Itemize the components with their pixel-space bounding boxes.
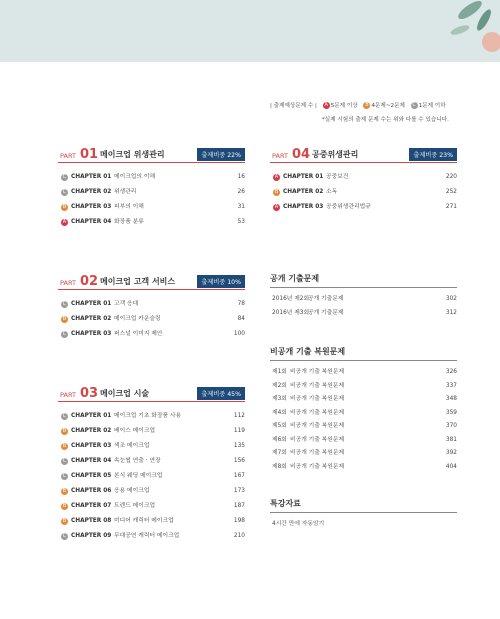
page-number: 348 (445, 396, 457, 402)
chapter-number: CHAPTER 08 (71, 518, 112, 524)
chapter-row (270, 200, 457, 215)
chapter-row (58, 200, 245, 215)
chapter-row (58, 215, 245, 230)
chapter-number: CHAPTER 04 (71, 219, 112, 225)
difficulty-badge: C (62, 413, 67, 419)
chapter-row (58, 514, 245, 529)
exam-round: 제8회 (272, 463, 287, 470)
exam-title: 비공개 기출 복원문제 (290, 369, 345, 375)
exam-round: 제5회 (272, 423, 287, 429)
exam-round: 2016년 제2회 (272, 296, 310, 302)
difficulty-badge: B (62, 518, 67, 524)
page-number: 392 (445, 450, 457, 456)
top-band (0, 0, 500, 62)
chapter-title: 메이크업 카운슬링 (114, 316, 161, 322)
special-section (270, 498, 457, 532)
part-title: 공중위생관리 (312, 150, 359, 159)
page-number: 156 (233, 458, 245, 464)
section-title: 비공개 기출 복원문제 (270, 346, 457, 361)
chapter-number: CHAPTER 05 (71, 473, 112, 479)
section-title: 공개 기출문제 (270, 273, 457, 288)
chapter-list (58, 409, 245, 544)
chapter-number: CHAPTER 01 (283, 174, 324, 180)
page-number: 173 (233, 488, 245, 494)
exam-round: 제1회 (272, 369, 287, 375)
chapter-row (58, 327, 245, 342)
exam-title: 비공개 기출 복원문제 (290, 396, 345, 402)
part-header (58, 275, 245, 290)
page-number: 370 (445, 423, 457, 429)
legend-badge-c: C (412, 102, 416, 108)
part-04-section (270, 148, 457, 215)
exam-round: 제4회 (272, 409, 287, 416)
page-number: 326 (445, 369, 457, 375)
part-03-section (58, 387, 245, 544)
exam-list (270, 366, 457, 474)
exam-round: 2016년 제3회 (272, 309, 310, 316)
exam-list (270, 293, 457, 320)
legend-label: | 출제예상문제 수 | (270, 103, 317, 109)
chapter-number: CHAPTER 02 (71, 428, 112, 434)
chapter-title: 고객 응대 (114, 301, 139, 307)
public-exams-section (270, 273, 457, 320)
chapter-title: 미디어 캐릭터 메이크업 (114, 518, 174, 524)
chapter-number: CHAPTER 03 (71, 443, 112, 449)
difficulty-badge: B (62, 443, 67, 449)
difficulty-badge: A (274, 174, 279, 180)
exam-title: 공개 기출문제 (308, 309, 344, 316)
page-number: 78 (237, 301, 245, 307)
exam-round: 제2회 (272, 382, 287, 389)
chapter-number: CHAPTER 01 (71, 174, 112, 180)
exam-title: 공개 기출문제 (308, 296, 344, 302)
chapter-row (58, 469, 245, 484)
difficulty-badge: A (274, 204, 279, 210)
chapter-title: 속눈썹 연출 · 연장 (114, 458, 161, 464)
exam-round: 제6회 (272, 436, 287, 443)
page-number: 84 (237, 316, 245, 322)
page-number: 252 (445, 189, 457, 195)
part-header (270, 148, 457, 163)
chapter-row (58, 312, 245, 327)
chapter-title: 공중위생관리법규 (326, 204, 371, 210)
chapter-title: 무대공연 캐릭터 메이크업 (114, 533, 180, 539)
exam-row (270, 393, 457, 407)
chapter-title: 응용 메이크업 (114, 488, 150, 494)
leaf-decoration-icon (440, 0, 500, 62)
chapter-title: 색조 메이크업 (114, 443, 150, 449)
part-title: 메이크업 위생관리 (100, 150, 165, 159)
difficulty-badge: C (62, 331, 67, 337)
chapter-row (270, 185, 457, 200)
exam-row (270, 447, 457, 461)
chapter-row (58, 439, 245, 454)
legend (270, 101, 446, 109)
legend-text-a: 5문제 이상 (330, 103, 358, 109)
difficulty-badge: C (62, 301, 67, 307)
page-number: 198 (233, 518, 245, 524)
ratio-badge: 출제비중 22% (197, 148, 245, 161)
exam-row (270, 407, 457, 421)
page-number: 404 (445, 463, 457, 470)
page-number: 26 (237, 189, 245, 195)
legend-text-b: 4문제~2문제 (371, 103, 405, 109)
chapter-number: CHAPTER 01 (71, 413, 112, 419)
page-number: 359 (445, 409, 457, 416)
exam-row (270, 307, 457, 321)
chapter-number: CHAPTER 03 (71, 204, 112, 210)
page-number: 31 (237, 204, 245, 210)
chapter-title: 본식 웨딩 메이크업 (114, 473, 163, 479)
chapter-row (58, 484, 245, 499)
page-number: 135 (233, 443, 245, 449)
difficulty-badge: B (62, 316, 67, 322)
part-01-section (58, 148, 245, 230)
exam-round: 제7회 (272, 450, 287, 456)
exam-title: 비공개 기출 복원문제 (290, 463, 345, 470)
page-number: 220 (445, 174, 457, 180)
part-label: PART (60, 391, 76, 399)
exam-row (270, 434, 457, 448)
page-number: 167 (233, 473, 245, 479)
page-number: 119 (233, 428, 245, 434)
exam-title: 비공개 기출 복원문제 (290, 409, 345, 416)
part-header (58, 387, 245, 402)
exam-row (270, 461, 457, 475)
chapter-title: 위생관리 (114, 189, 137, 195)
part-number: 04 (292, 147, 311, 162)
chapter-title: 퍼스널 이미지 제안 (114, 331, 163, 337)
difficulty-badge: B (62, 503, 67, 509)
chapter-title: 트렌드 메이크업 (114, 503, 156, 509)
chapter-title: 피부의 이해 (114, 204, 144, 210)
chapter-number: CHAPTER 03 (283, 204, 324, 210)
page-number: 312 (445, 309, 457, 316)
chapter-number: CHAPTER 02 (71, 189, 112, 195)
exam-title: 비공개 기출 복원문제 (290, 382, 345, 389)
exam-title: 비공개 기출 복원문제 (290, 423, 345, 429)
ratio-badge: 출제비중 45% (197, 387, 245, 400)
legend-note: *실제 시험의 출제 문제 수는 위와 다를 수 있습니다. (322, 117, 449, 123)
exam-row (270, 293, 457, 307)
private-exams-section (270, 346, 457, 474)
difficulty-badge: B (274, 189, 279, 195)
chapter-list (58, 297, 245, 342)
chapter-number: CHAPTER 04 (71, 458, 112, 464)
chapter-list (270, 170, 457, 215)
difficulty-badge: B (62, 428, 67, 434)
exam-title: 비공개 기출 복원문제 (290, 436, 345, 443)
page-number: 53 (237, 219, 245, 225)
difficulty-badge: C (62, 458, 67, 464)
part-02-section (58, 275, 245, 342)
ratio-badge: 출제비중 10% (197, 275, 245, 288)
page-number: 210 (233, 533, 245, 539)
page-number: 302 (445, 296, 457, 302)
legend-badge-a: A (324, 102, 328, 108)
chapter-number: CHAPTER 07 (71, 503, 112, 509)
chapter-number: CHAPTER 09 (71, 533, 112, 539)
chapter-number: CHAPTER 02 (283, 189, 324, 195)
legend-badge-b: B (365, 102, 369, 108)
chapter-list (58, 170, 245, 230)
page-number: 112 (233, 413, 245, 419)
page-number: 187 (233, 503, 245, 509)
difficulty-badge: C (62, 473, 67, 479)
chapter-row (270, 170, 457, 185)
special-item (270, 518, 457, 532)
chapter-row (58, 185, 245, 200)
chapter-row (58, 454, 245, 469)
part-title: 메이크업 시술 (100, 389, 150, 398)
special-text: 4시간 만에 자동암기 (272, 521, 325, 527)
chapter-row (58, 409, 245, 424)
chapter-title: 메이크업의 이해 (114, 174, 156, 180)
part-number: 02 (80, 274, 99, 289)
chapter-title: 메이크업 기초 화장품 사용 (114, 413, 182, 419)
part-header (58, 148, 245, 163)
part-label: PART (60, 152, 76, 160)
chapter-row (58, 297, 245, 312)
legend-text-c: 1문제 이하 (418, 103, 446, 109)
difficulty-badge: B (62, 204, 67, 210)
page-number: 337 (445, 382, 457, 389)
chapter-title: 화장품 분류 (114, 219, 144, 225)
difficulty-badge: A (62, 219, 67, 225)
part-title: 메이크업 고객 서비스 (100, 277, 176, 286)
exam-row (270, 366, 457, 380)
chapter-number: CHAPTER 01 (71, 301, 112, 307)
chapter-title: 소독 (326, 189, 338, 195)
difficulty-badge: C (62, 533, 67, 539)
page-number: 381 (445, 436, 457, 443)
part-number: 03 (80, 386, 99, 401)
difficulty-badge: C (62, 174, 67, 180)
part-label: PART (60, 279, 76, 287)
part-number: 01 (80, 147, 99, 162)
chapter-row (58, 529, 245, 544)
difficulty-badge: B (62, 488, 67, 494)
chapter-number: CHAPTER 02 (71, 316, 112, 322)
page-number: 100 (233, 331, 245, 337)
exam-title: 비공개 기출 복원문제 (290, 450, 345, 456)
chapter-row (58, 170, 245, 185)
chapter-number: CHAPTER 03 (71, 331, 112, 337)
difficulty-badge: C (62, 189, 67, 195)
chapter-row (58, 499, 245, 514)
chapter-row (58, 424, 245, 439)
chapter-title: 공중보건 (326, 174, 349, 180)
exam-round: 제3회 (272, 396, 287, 402)
exam-row (270, 380, 457, 394)
chapter-number: CHAPTER 06 (71, 488, 112, 494)
page-number: 16 (237, 174, 245, 180)
part-label: PART (272, 152, 288, 160)
ratio-badge: 출제비중 23% (409, 148, 457, 161)
exam-row (270, 420, 457, 434)
section-title: 특강자료 (270, 498, 457, 513)
chapter-title: 베이스 메이크업 (114, 428, 156, 434)
page-number: 271 (445, 204, 457, 210)
